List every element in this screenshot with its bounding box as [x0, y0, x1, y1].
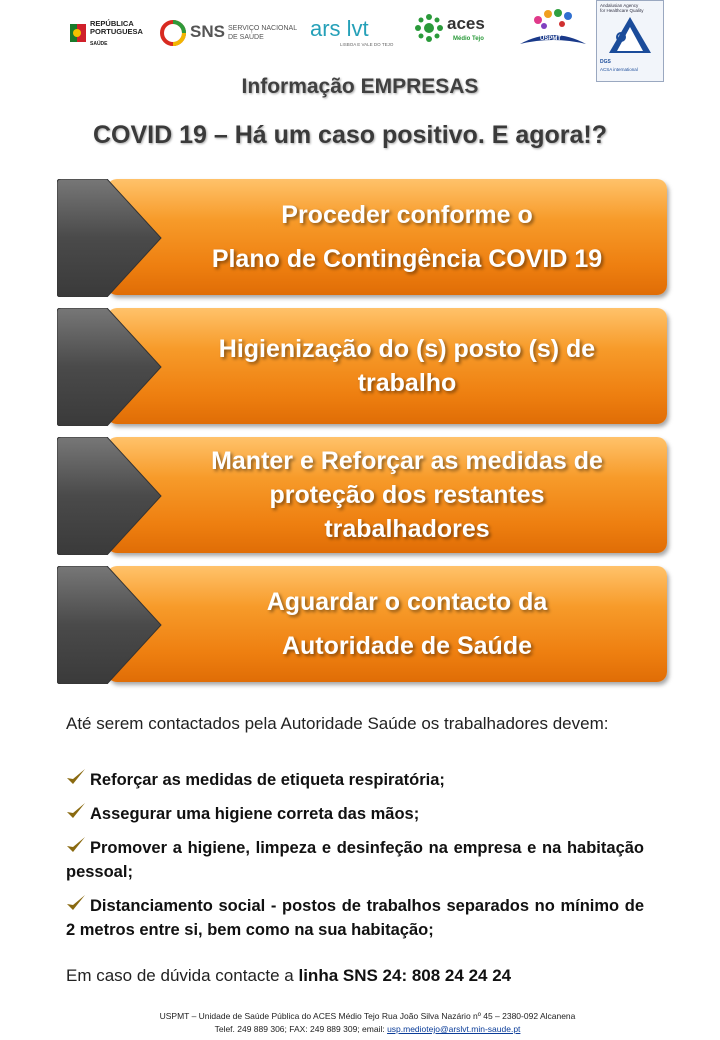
step-4-chevron-icon: [57, 566, 165, 684]
logo-bar: [0, 0, 720, 80]
step-1-box: [107, 179, 667, 295]
checkmark-icon: [66, 802, 86, 820]
bullet-text-4: Distanciamento social - postos de trabalhos separados no mínimo de 2 metros entre si, bem como na sua habitação;: [66, 897, 644, 939]
sns-line1: SERVIÇO NACIONAL: [228, 25, 298, 32]
bullet-item-3: [66, 836, 644, 884]
uspmt-logo: [518, 8, 588, 54]
checkmark-icon: [66, 894, 86, 912]
intro-text: Até serem contactados pela Autoridade Saúde os trabalhadores devem:: [66, 714, 609, 733]
step-1-line1: Proceder conforme o: [281, 201, 533, 229]
republica-portuguesa-logo: [70, 19, 143, 50]
arslvt-sub: LISBOA E VALE DO TEJO: [340, 42, 394, 47]
step-3-line3: trabalhadores: [324, 515, 490, 543]
step-1: [57, 179, 670, 297]
step-4-box: [107, 566, 667, 682]
covid-title: COVID 19 – Há um caso positivo. E agora!?: [92, 121, 608, 149]
arslvt-logo: [310, 8, 400, 48]
acsa-line3: DGS: [600, 59, 611, 65]
checkmark-icon: [66, 768, 86, 786]
acsa-emblem-icon: [605, 15, 655, 55]
arslvt-name: ars lvt: [310, 16, 369, 41]
bullet-list: [66, 768, 644, 952]
aces-name: aces: [447, 14, 485, 33]
uspmt-emblem-icon: [518, 8, 588, 54]
step-2-line2: trabalho: [357, 369, 457, 397]
bullet-item-4: [66, 894, 644, 942]
bullet-item-1: [66, 768, 644, 792]
footer-phones: Telef. 249 889 306; FAX: 249 889 309; email:: [214, 1024, 388, 1034]
contact-prefix: Em caso de dúvida contacte a: [66, 966, 299, 985]
flag-emblem-icon: [70, 22, 88, 44]
step-2-line1: Higienização do (s) posto (s) de: [218, 335, 596, 363]
step-1-line2: Plano de Contingência COVID 19: [211, 245, 603, 273]
step-2-box: [107, 308, 667, 424]
bullet-item-2: [66, 802, 644, 826]
aces-logo: [415, 14, 495, 48]
sns-abbr: SNS: [190, 22, 225, 41]
footer-email-link[interactable]: usp.mediotejo@arslvt.min-saude.pt: [387, 1024, 521, 1034]
step-1-chevron-icon: [57, 179, 165, 297]
acsa-line4: ACSA international: [600, 67, 638, 72]
sns-logo: [160, 20, 300, 50]
step-3-line2: proteção dos restantes: [269, 481, 545, 509]
republica-line1: REPÚBLICA: [90, 19, 134, 28]
checkmark-icon: [66, 836, 86, 854]
step-4-line2: Autoridade de Saúde: [281, 632, 533, 660]
acsa-line2: for Healthcare Quality: [600, 8, 644, 13]
contact-line: [66, 966, 666, 986]
sns-emblem-icon: [160, 20, 186, 46]
step-3: [57, 437, 670, 555]
footer-address: USPMT – Unidade de Saúde Pública do ACES Médio Tejo Rua João Silva Nazário nº 45 – 2380-092 Alcanena: [159, 1011, 576, 1021]
step-4-line1: Aguardar o contacto da: [266, 588, 548, 616]
aces-emblem-icon: [415, 14, 443, 42]
bullet-text-1: Reforçar as medidas de etiqueta respiratória;: [90, 771, 445, 789]
info-title: Informação EMPRESAS: [241, 75, 479, 98]
republica-line3: SAÚDE: [90, 41, 108, 47]
step-3-chevron-icon: [57, 437, 165, 555]
uspmt-name: USPMT: [540, 36, 561, 42]
acsa-line1: Andalusian Agency: [600, 3, 639, 8]
bullet-text-3: Promover a higiene, limpeza e desinfeção na empresa e na habitação pessoal;: [66, 839, 644, 881]
republica-line2: PORTUGUESA: [90, 27, 143, 36]
bullet-text-2: Assegurar uma higiene correta das mãos;: [90, 805, 420, 823]
step-2-chevron-icon: [57, 308, 165, 426]
acsa-certification-logo: [596, 0, 664, 82]
step-3-box: [107, 437, 667, 553]
step-2: [57, 308, 670, 426]
footer: [0, 1010, 720, 1036]
step-3-line1: Manter e Reforçar as medidas de: [211, 447, 603, 475]
step-4: [57, 566, 670, 684]
aces-sub: Médio Tejo: [453, 36, 484, 42]
sns24-phone: linha SNS 24: 808 24 24 24: [298, 966, 512, 985]
sns-line2: DE SAÚDE: [228, 34, 264, 41]
